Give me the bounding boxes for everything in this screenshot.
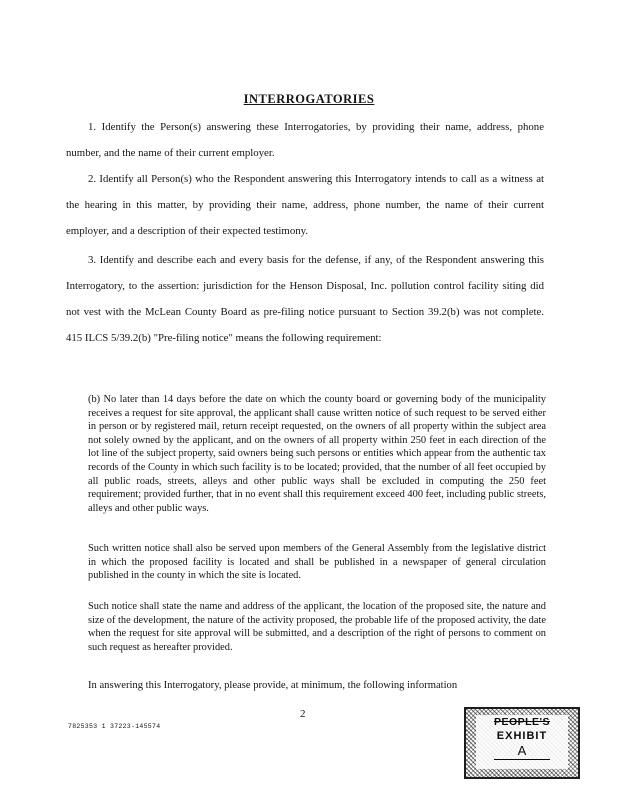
quoted-statute-paragraph-2: Such written notice shall also be served upon members of the General Assembly from the legislative district in which the proposed facility is located and shall be published in a newspaper of general circulation published in the county in which the site is located. <box>88 543 546 582</box>
quoted-statute-paragraph-b: (b) No later than 14 days before the date on which the county board or governing body of the municipality receives a request for site approval, the applicant shall cause written notice of such request to be served either in person or by registered mail, return receipt requested, on the owners of all property within the subject area not solely owned by the applicant, and on the owners of all property within 250 feet in each direction of the lot line of the subject property, said owners being such persons or entities which appear from the authentic tax records of the County in which such facility is to be located; provided, that the number of all feet occupied by all public roads, streets, alleys and other public ways shall be excluded in computing the 250 feet requirement; provided further, that in no event shall this requirement exceed 400 feet, including public streets, alleys and other public ways. <box>88 394 546 514</box>
quoted-statute-paragraph-3: Such notice shall state the name and address of the applicant, the location of the proposed site, the nature and size of the development, the nature of the activity proposed, the probable life of the proposed activity, the date when the request for site approval will be submitted, and a description of the right of persons to comment on such request as hereafter provided. <box>88 601 546 653</box>
exhibit-stamp <box>464 707 580 779</box>
interrogatory-3: 3. Identify and describe each and every basis for the defense, if any, of the Respondent answering this Interrogatory, to the assertion: jurisdiction for the Henson Disposal, Inc. pollution control facility siting did not vest with the McLean County Board as pre-filing notice pursuant to Section 39.2(b) was not complete. 415 ILCS 5/39.2(b) "Pre-filing notice" means the following requirement: <box>66 254 544 344</box>
document-footer-id: 7825353 1 37223-145574 <box>68 723 161 730</box>
page-number: 2 <box>300 708 306 720</box>
exhibit-stamp-line2: EXHIBIT <box>496 730 548 742</box>
interrogatory-2: 2. Identify all Person(s) who the Respondent answering this Interrogatory intends to call as a witness at the hearing in this matter, by providing their name, address, phone number, the name of their current employer, and a description of their expected testimony. <box>66 173 544 237</box>
interrogatory-1: 1. Identify the Person(s) answering these Interrogatories, by providing their name, address, phone number, and the name of their current employer. <box>66 121 544 159</box>
closing-instruction: In answering this Interrogatory, please provide, at minimum, the following information <box>88 680 458 691</box>
exhibit-stamp-label <box>476 715 568 769</box>
document-title: INTERROGATORIES <box>243 92 375 106</box>
exhibit-stamp-line1: PEOPLE'S <box>493 716 551 728</box>
exhibit-stamp-letter: A <box>494 743 550 760</box>
